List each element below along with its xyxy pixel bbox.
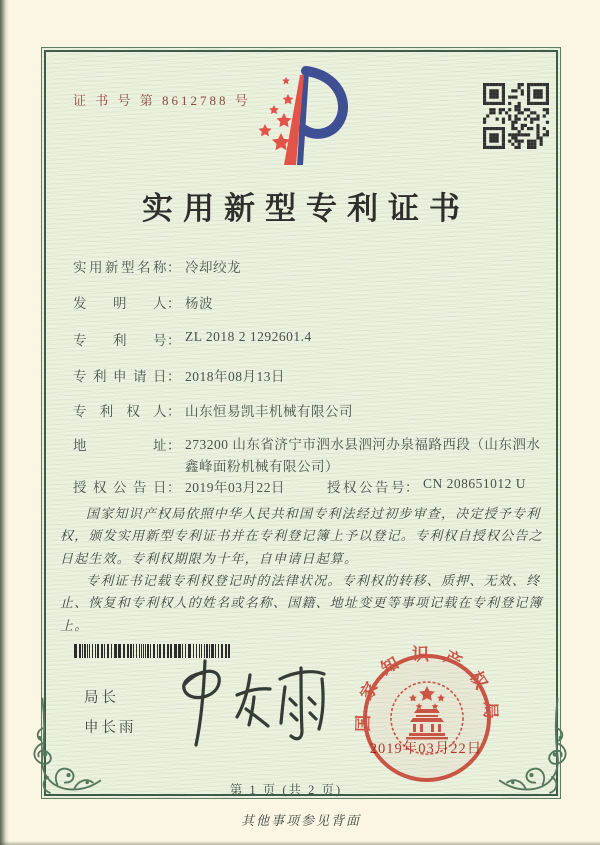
field-colon: ： <box>167 296 181 311</box>
field-colon: ： <box>167 404 181 419</box>
body-paragraph-2: 专利证书记载专利权登记时的法律状况。专利权的转移、质押、无效、终止、恢复和专利权人的姓名或名称、国籍、地址变更等事项记载在专利登记簿上。 <box>60 573 543 633</box>
field-row-inventor <box>73 292 543 312</box>
field-row-filing-date <box>73 365 543 385</box>
certificate-title: 实用新型专利证书 <box>142 191 470 226</box>
field-row-patentee <box>73 400 543 420</box>
seal-ring-text: 国家知识产权局 <box>353 644 501 733</box>
field-value: 山东恒易凯丰机械有限公司 <box>185 404 353 419</box>
field-value: 2018年08月13日 <box>185 369 285 384</box>
field-colon: ： <box>167 480 181 495</box>
field-row-utility-model-name <box>73 256 543 276</box>
certificate-number: 证 书 号 第 8612788 号 <box>73 93 251 108</box>
grant-date-group <box>73 476 285 495</box>
cnipa-red-seal-icon <box>352 643 502 793</box>
body-paragraph-1: 国家知识产权局依照中华人民共和国专利法经过初步审查，决定授予专利权，颁发实用新型专利证书并在专利登记簿上予以登记。专利权自授权公告之日起生效。专利权期限为十年，自申请日起算。 <box>60 506 543 566</box>
field-label: 专利号 <box>73 333 167 348</box>
field-colon: ： <box>167 369 181 384</box>
field-label: 地址 <box>73 438 167 453</box>
field-label: 授权公告号 <box>327 480 405 495</box>
field-value: 杨波 <box>185 296 213 311</box>
field-value: 273200 山东省济宁市泗水县泗河办泉福路西段（山东泗水鑫峰面粉机械有限公司） <box>185 437 541 475</box>
logo-stars <box>259 77 294 150</box>
field-label: 专利权人 <box>73 404 167 419</box>
field-value: ZL 2018 2 1292601.4 <box>185 329 312 344</box>
field-colon: ： <box>167 333 181 348</box>
field-value: 2019年03月22日 <box>185 480 285 495</box>
director-name: 申长雨 <box>84 720 137 737</box>
cnipa-patent-logo-icon <box>243 66 359 172</box>
field-value: 冷却绞龙 <box>185 260 241 275</box>
field-row-grant <box>73 476 543 496</box>
seal-date: 2019年03月22日 <box>369 741 483 757</box>
director-title: 局长 <box>84 690 119 706</box>
field-label: 专利申请日 <box>73 369 167 384</box>
grant-number-group <box>327 476 527 495</box>
field-colon: ： <box>167 438 181 453</box>
certificate-body-text <box>60 503 547 637</box>
page-number: 第 1 页 (共 2 页) <box>229 783 343 797</box>
field-row-address <box>73 434 543 479</box>
field-row-patent-number <box>73 329 543 349</box>
director-signature-icon <box>158 655 333 755</box>
field-colon: ： <box>405 480 419 495</box>
scan-edge-shadow <box>0 0 9 845</box>
qr-code-icon <box>483 83 549 149</box>
field-colon: ： <box>167 260 181 275</box>
field-label: 实用新型名称 <box>73 260 167 275</box>
field-label: 发明人 <box>73 296 167 311</box>
field-value: CN 208651012 U <box>423 476 527 491</box>
field-label: 授权公告日 <box>73 480 167 495</box>
director-block <box>84 683 137 744</box>
back-note: 其他事项参见背面 <box>240 813 361 828</box>
scan-edge-shadow <box>0 841 600 845</box>
